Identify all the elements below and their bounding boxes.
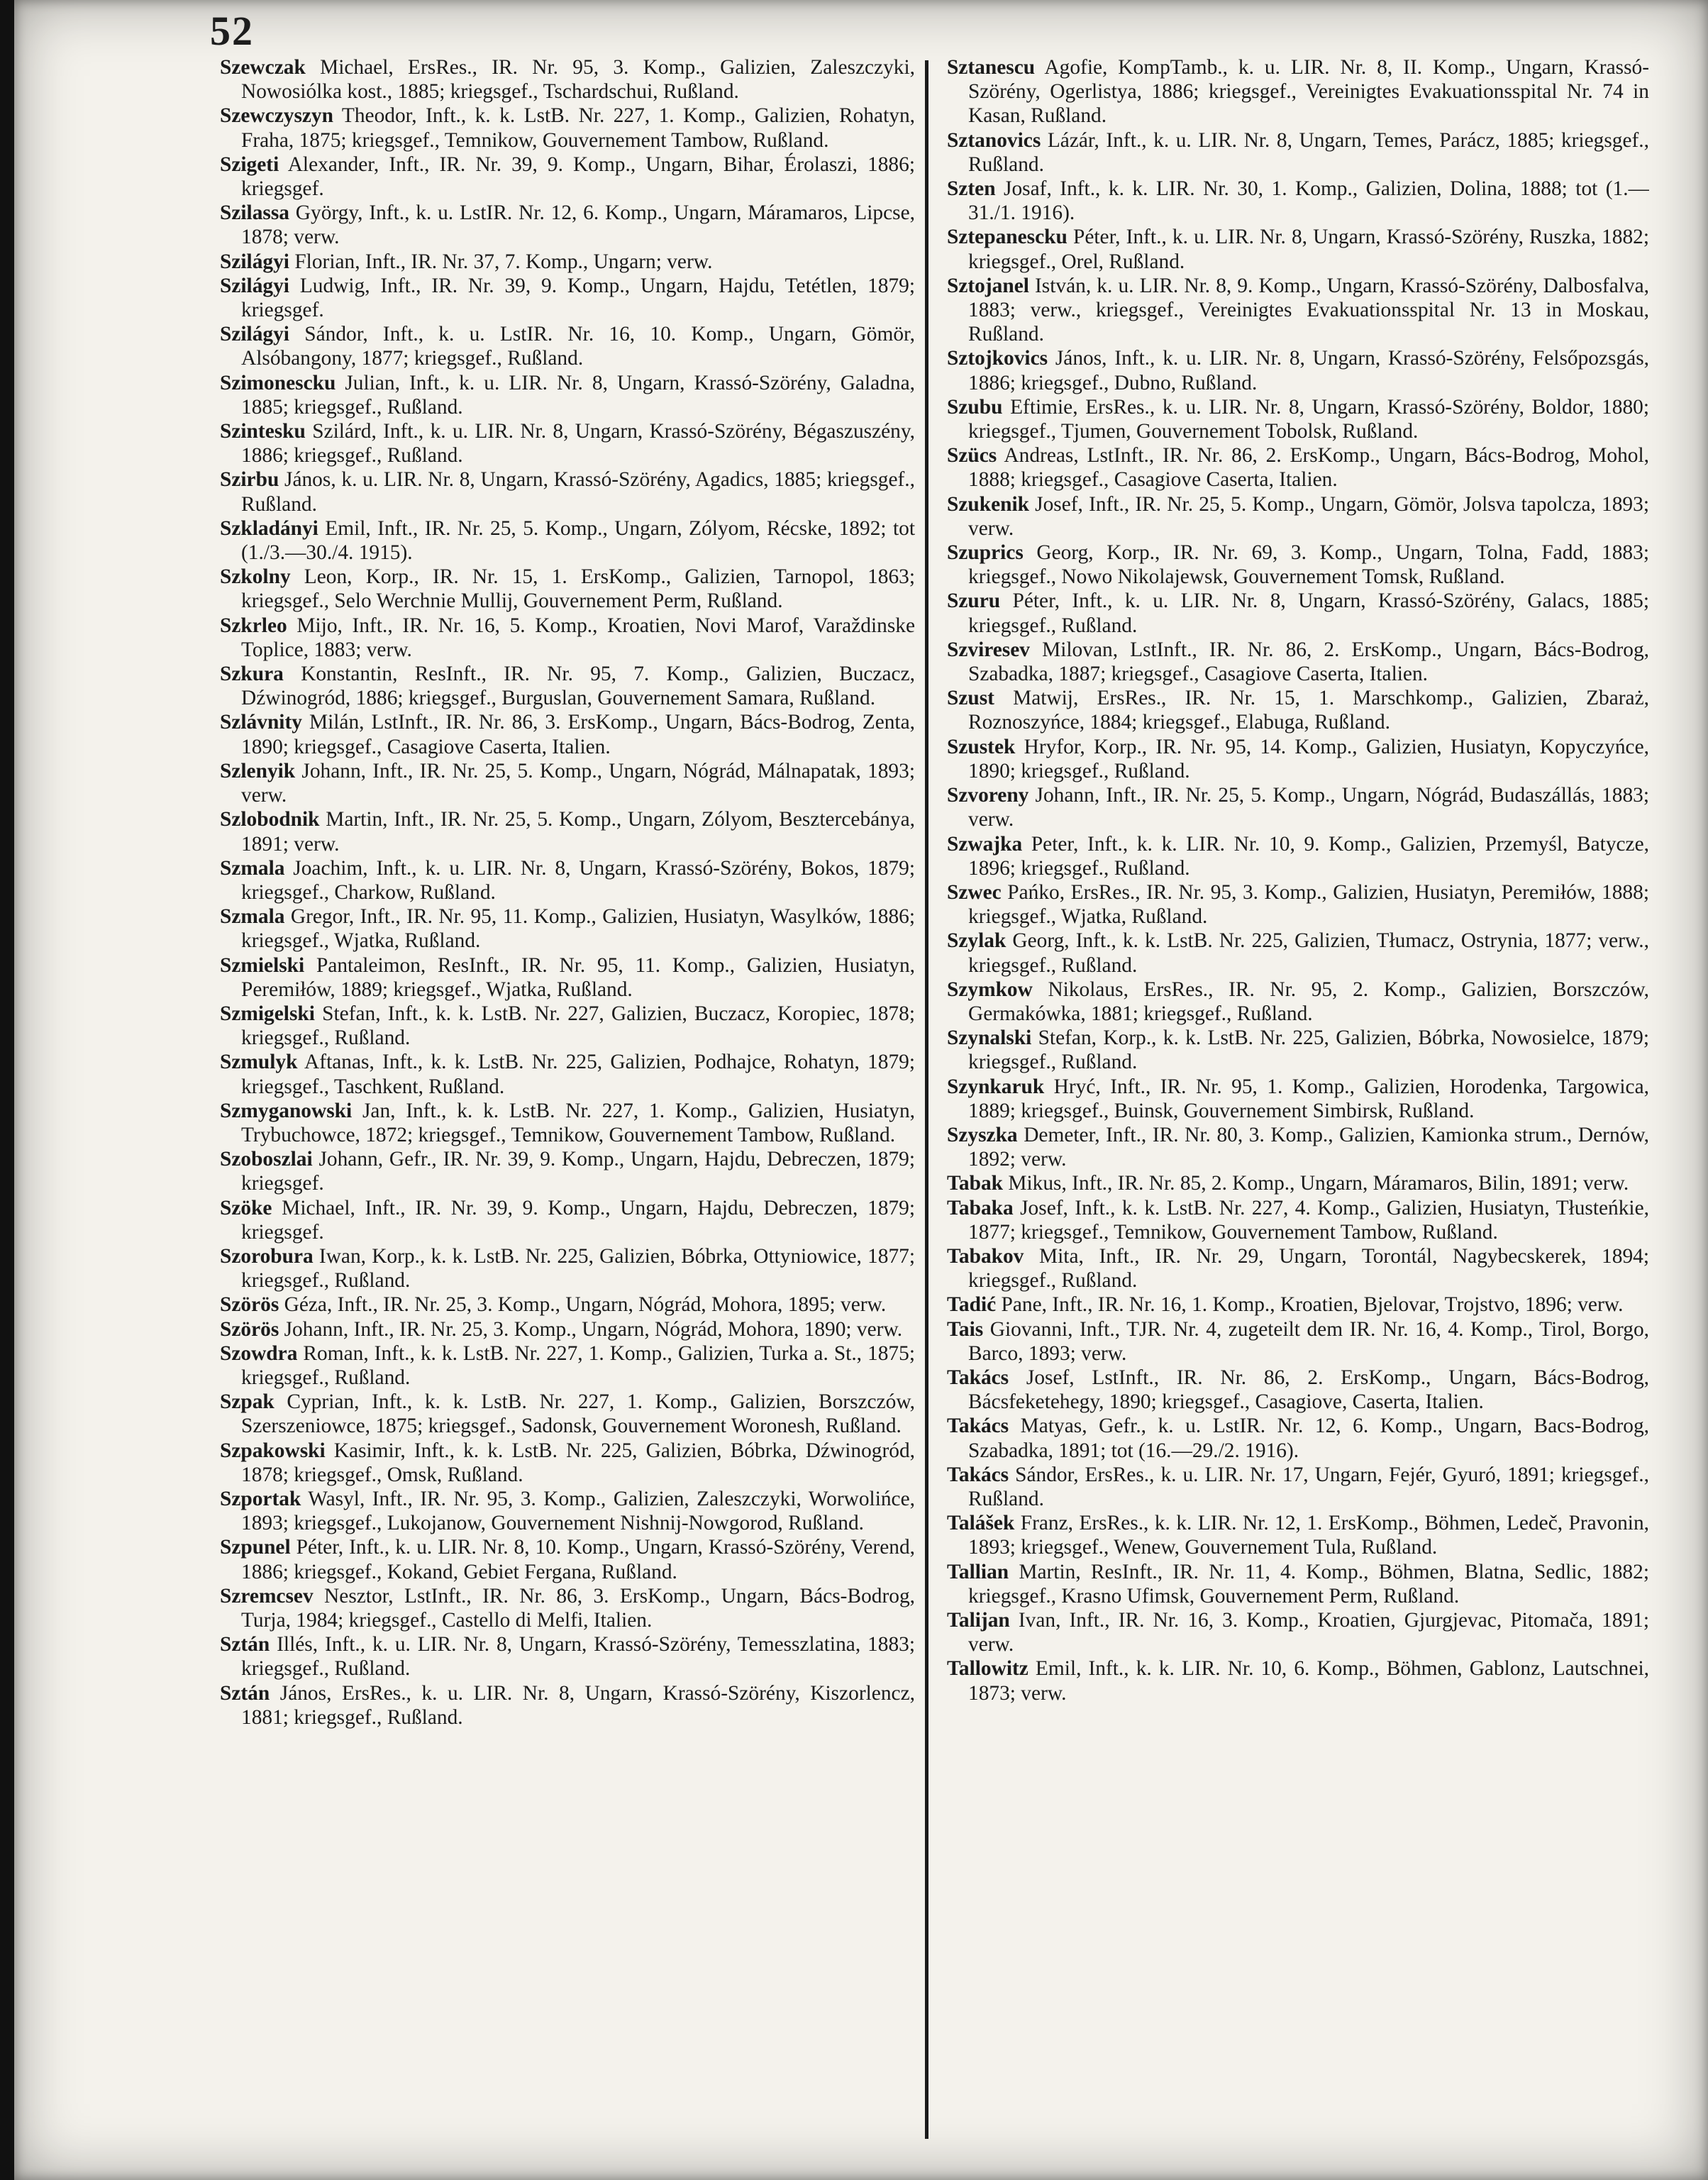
entry-details: Cyprian, Inft., k. k. LstB. Nr. 227, 1. Komp., Galizien, Borszczów, Szerszeniowce, 1875; kriegsgef., Sadonsk, Gouvernement Woronesh, Rußland. — [241, 1390, 915, 1438]
entry-surname: Szremcsev — [220, 1584, 314, 1608]
entry-details: Péter, Inft., k. u. LIR. Nr. 8, Ungarn, Krassó-Szörény, Ruszka, 1882; kriegsgef., Orel, Rußland. — [968, 226, 1649, 273]
register-entry — [220, 371, 915, 419]
entry-surname: Szlenyik — [220, 759, 296, 782]
register-entry — [220, 1099, 915, 1147]
register-entry — [947, 1171, 1649, 1195]
register-entry — [220, 710, 915, 758]
entry-details: Hryfor, Korp., IR. Nr. 95, 14. Komp., Galizien, Husiatyn, Kopyczyńce, 1890; kriegsgef., Rußland. — [968, 735, 1649, 782]
entry-surname: Szintesku — [220, 420, 306, 443]
register-entry — [220, 1002, 915, 1050]
register-entry — [220, 807, 915, 856]
page-number: 52 — [210, 8, 254, 54]
entry-details: Martin, Inft., IR. Nr. 25, 5. Komp., Ungarn, Zólyom, Besztercebánya, 1891; verw. — [241, 808, 915, 856]
entry-details: Giovanni, Inft., TJR. Nr. 4, zugeteilt dem IR. Nr. 16, 4. Komp., Tirol, Borgo, Barco, 1893; verw. — [968, 1317, 1649, 1365]
entry-surname: Talijan — [947, 1609, 1010, 1632]
register-entry — [947, 1123, 1649, 1171]
register-entry — [947, 735, 1649, 783]
entry-surname: Szorobura — [220, 1244, 314, 1268]
register-entry — [947, 1244, 1649, 1293]
entry-surname: Szücs — [947, 444, 997, 467]
register-entry — [220, 201, 915, 249]
entry-details: Eftimie, ErsRes., k. u. LIR. Nr. 8, Ungarn, Krassó-Szörény, Boldor, 1880; kriegsgef., Tjumen, Gouvernement Tobolsk, Rußland. — [968, 395, 1649, 443]
register-entry — [947, 274, 1649, 347]
entry-surname: Szkura — [220, 663, 284, 686]
entry-details: Emil, Inft., k. k. LIR. Nr. 10, 6. Komp., Böhmen, Gablonz, Lautschnei, 1873; verw. — [968, 1657, 1649, 1705]
entry-surname: Szewczak — [220, 56, 306, 79]
register-entry — [947, 1414, 1649, 1462]
register-entry — [947, 225, 1649, 273]
entry-surname: Szmigelski — [220, 1002, 315, 1025]
entry-surname: Szynalski — [947, 1027, 1032, 1050]
entry-details: Stefan, Inft., k. k. LstB. Nr. 227, Galizien, Buczacz, Koropiec, 1878; kriegsgef., Rußland. — [241, 1002, 915, 1050]
entry-surname: Szwajka — [947, 832, 1023, 856]
entry-details: János, Inft., k. u. LIR. Nr. 8, Ungarn, Krassó-Szörény, Felsőpozsgás, 1886; kriegsgef., Dubno, Rußland. — [968, 347, 1649, 394]
entry-surname: Szigeti — [220, 153, 279, 176]
register-entry — [947, 1656, 1649, 1705]
entry-surname: Szkladányi — [220, 516, 318, 540]
entry-surname: Szilágyi — [220, 323, 289, 346]
right-column — [947, 55, 1649, 2152]
entry-surname: Szpunel — [220, 1536, 291, 1559]
entry-surname: Sztán — [220, 1633, 270, 1656]
entry-details: Roman, Inft., k. k. LstB. Nr. 227, 1. Komp., Galizien, Turka a. St., 1875; kriegsgef., Rußland. — [241, 1341, 915, 1389]
register-entry — [947, 783, 1649, 831]
entry-surname: Szubu — [947, 395, 1003, 419]
entry-details: Martin, ResInft., IR. Nr. 11, 4. Komp., Böhmen, Blatna, Sedlic, 1882; kriegsgef., Krasno Ufimsk, Gouvernement Perm, Rußland. — [968, 1560, 1649, 1608]
entry-surname: Tallian — [947, 1560, 1009, 1583]
entry-surname: Szoboszlai — [220, 1148, 313, 1171]
register-entry — [220, 1439, 915, 1487]
entry-details: Josef, Inft., k. k. LstB. Nr. 227, 4. Komp., Galizien, Husiatyn, Tłusteńkie, 1877; kriegsgef., Temnikow, Gouvernement Tambow, Rußland. — [968, 1196, 1649, 1244]
entry-surname: Szynkaruk — [947, 1075, 1045, 1098]
entry-surname: Szlobodnik — [220, 808, 320, 831]
entry-details: Géza, Inft., IR. Nr. 25, 3. Komp., Ungarn, Nógrád, Mohora, 1895; verw. — [279, 1293, 887, 1317]
register-entry — [947, 346, 1649, 394]
entry-details: Kasimir, Inft., k. k. LstB. Nr. 225, Galizien, Bóbrka, Dźwinogród, 1878; kriegsgef., Omsk, Rußland. — [241, 1439, 915, 1486]
register-entry — [220, 419, 915, 467]
entry-surname: Szymkow — [947, 978, 1033, 1001]
entry-details: Mijo, Inft., IR. Nr. 16, 5. Komp., Kroatien, Novi Marof, Varaždinske Toplice, 1883; verw. — [241, 614, 915, 661]
register-entry — [220, 467, 915, 516]
register-entry — [220, 1244, 915, 1293]
entry-surname: Szmulyk — [220, 1051, 298, 1074]
entry-details: Demeter, Inft., IR. Nr. 80, 3. Komp., Galizien, Kamionka strum., Dernów, 1892; verw. — [968, 1123, 1649, 1171]
register-entry — [947, 1366, 1649, 1414]
entry-surname: Szörös — [220, 1317, 279, 1341]
entry-surname: Talášek — [947, 1512, 1015, 1535]
entry-details: Matyas, Gefr., k. u. LstIR. Nr. 12, 6. Komp., Ungarn, Bacs-Bodrog, Szabadka, 1891; tot (16.—29./2. 1916). — [968, 1415, 1649, 1462]
entry-surname: Tabak — [947, 1172, 1003, 1195]
register-entry — [947, 443, 1649, 492]
entry-surname: Szmala — [220, 856, 285, 880]
entry-details: Peter, Inft., k. k. LIR. Nr. 10, 9. Komp., Galizien, Przemyśl, Batycze, 1896; kriegsgef., Rußland. — [968, 832, 1649, 880]
entry-surname: Szust — [947, 687, 994, 710]
register-entry — [220, 614, 915, 662]
entry-surname: Takács — [947, 1366, 1009, 1389]
entry-surname: Sztepanescku — [947, 226, 1068, 249]
entry-surname: Tabaka — [947, 1196, 1014, 1219]
register-entry — [947, 1511, 1649, 1559]
entry-surname: Szportak — [220, 1487, 301, 1510]
entry-surname: Szlávnity — [220, 711, 302, 734]
entry-details: Aftanas, Inft., k. k. LstB. Nr. 225, Galizien, Podhajce, Rohatyn, 1879; kriegsgef., Taschkent, Rußland. — [241, 1051, 915, 1098]
register-entry — [220, 274, 915, 322]
entry-details: Hryć, Inft., IR. Nr. 95, 1. Komp., Galizien, Horodenka, Targowica, 1889; kriegsgef., Buinsk, Gouvernement Simbirsk, Rußland. — [968, 1075, 1649, 1122]
entry-details: Josef, LstInft., IR. Nr. 86, 2. ErsKomp., Ungarn, Bács-Bodrog, Bácsfeketehegy, 1890; kriegsgef., Casagiove, Caserta, Italien. — [968, 1366, 1649, 1414]
entry-details: Johann, Inft., IR. Nr. 25, 5. Komp., Ungarn, Nógrád, Budaszállás, 1883; verw. — [968, 784, 1649, 831]
register-entry — [947, 1317, 1649, 1366]
entry-surname: Szvoreny — [947, 784, 1029, 807]
register-entry — [947, 1075, 1649, 1123]
entry-surname: Takács — [947, 1463, 1009, 1486]
register-entry — [220, 1390, 915, 1438]
register-entry — [220, 759, 915, 807]
entry-details: György, Inft., k. u. LstIR. Nr. 12, 6. Komp., Ungarn, Máramaros, Lipcse, 1878; verw. — [241, 201, 915, 249]
entry-details: János, k. u. LIR. Nr. 8, Ungarn, Krassó-Szörény, Agadics, 1885; kriegsgef., Rußland. — [241, 468, 915, 516]
entry-surname: Szuprics — [947, 541, 1024, 565]
entry-surname: Szpakowski — [220, 1439, 326, 1462]
register-entry — [220, 153, 915, 201]
document-page — [14, 0, 1708, 2180]
entry-details: Josef, Inft., IR. Nr. 25, 5. Komp., Ungarn, Gömör, Jolsva tapolcza, 1893; verw. — [968, 492, 1649, 540]
entry-surname: Szmielski — [220, 953, 305, 977]
entry-details: Gregor, Inft., IR. Nr. 95, 11. Komp., Galizien, Husiatyn, Wasylków, 1886; kriegsgef., Wjatka, Rußland. — [241, 905, 915, 953]
entry-surname: Szilassa — [220, 201, 289, 225]
entry-surname: Szuru — [947, 590, 1001, 613]
entry-surname: Szwec — [947, 880, 1002, 904]
register-entry — [220, 1584, 915, 1632]
entry-details: Franz, ErsRes., k. k. LIR. Nr. 12, 1. ErsKomp., Böhmen, Ledeč, Pravonin, 1893; kriegsgef., Wenew, Gouvernement Tula, Rußland. — [968, 1512, 1649, 1559]
register-entry — [947, 541, 1649, 589]
register-entry — [947, 929, 1649, 977]
entry-surname: Szowdra — [220, 1341, 298, 1365]
entry-surname: Szkrleo — [220, 614, 287, 637]
entry-details: Matwij, ErsRes., IR. Nr. 15, 1. Marschkomp., Galizien, Zbaraż, Roznoszyńce, 1884; kriegsgef., Elabuga, Rußland. — [968, 687, 1649, 734]
entry-details: Lázár, Inft., k. u. LIR. Nr. 8, Ungarn, Temes, Parácz, 1885; kriegsgef., Rußland. — [968, 128, 1649, 176]
entry-surname: Tallowitz — [947, 1657, 1028, 1681]
register-entry — [947, 492, 1649, 541]
entry-surname: Szylak — [947, 929, 1006, 953]
entry-details: Milán, LstInft., IR. Nr. 86, 3. ErsKomp., Ungarn, Bács-Bodrog, Zenta, 1890; kriegsgef., Casagiove Caserta, Italien. — [241, 711, 915, 758]
register-entry — [947, 686, 1649, 734]
entry-details: Johann, Inft., IR. Nr. 25, 5. Komp., Ungarn, Nógrád, Málnapatak, 1893; verw. — [241, 759, 915, 807]
entry-surname: Szörös — [220, 1293, 279, 1317]
entry-details: Jan, Inft., k. k. LstB. Nr. 227, 1. Komp., Galizien, Husiatyn, Trybuchowce, 1872; kriegsgef., Temnikow, Gouvernement Tambow, Rußland. — [241, 1099, 915, 1146]
entry-details: Wasyl, Inft., IR. Nr. 95, 3. Komp., Galizien, Zaleszczyki, Worwolińce, 1893; kriegsgef., Lukojanow, Gouvernement Nishnij-Nowgorod, Rußland. — [241, 1487, 915, 1535]
entry-surname: Szewczyszyn — [220, 104, 333, 128]
register-entry — [947, 880, 1649, 929]
register-entry — [220, 322, 915, 370]
entry-details: Josaf, Inft., k. k. LIR. Nr. 30, 1. Komp., Galizien, Dolina, 1888; tot (1.—31./1. 1916). — [968, 177, 1649, 225]
register-entry — [220, 55, 915, 104]
register-entry — [947, 978, 1649, 1026]
register-entry — [220, 104, 915, 152]
register-entry — [947, 589, 1649, 637]
entry-surname: Tadić — [947, 1293, 997, 1317]
entry-details: Péter, Inft., k. u. LIR. Nr. 8, 10. Komp., Ungarn, Krassó-Szörény, Verend, 1886; kriegsgef., Kokand, Gebiet Fergana, Rußland. — [241, 1536, 915, 1583]
entry-details: Andreas, LstInft., IR. Nr. 86, 2. ErsKomp., Ungarn, Bács-Bodrog, Mohol, 1888; kriegsgef., Casagiove Caserta, Italien. — [968, 444, 1649, 492]
entry-details: Georg, Korp., IR. Nr. 69, 3. Komp., Ungarn, Tolna, Fadd, 1883; kriegsgef., Nowo Nikolajewsk, Gouvernement Tomsk, Rußland. — [968, 541, 1649, 589]
register-entry — [947, 1026, 1649, 1074]
entry-details: Nesztor, LstInft., IR. Nr. 86, 3. ErsKomp., Ungarn, Bács-Bodrog, Turja, 1984; kriegsgef., Castello di Melfi, Italien. — [241, 1584, 915, 1632]
register-entry — [947, 832, 1649, 880]
register-entry — [220, 1341, 915, 1390]
entry-details: Michael, ErsRes., IR. Nr. 95, 3. Komp., Galizien, Zaleszczyki, Nowosiólka kost., 1885; kriegsgef., Tschardschui, Rußland. — [241, 56, 915, 104]
entry-details: Sándor, ErsRes., k. u. LIR. Nr. 17, Ungarn, Fejér, Gyuró, 1891; kriegsgef., Rußland. — [968, 1463, 1649, 1510]
entry-details: Ludwig, Inft., IR. Nr. 39, 9. Komp., Ungarn, Hajdu, Tetétlen, 1879; kriegsgef. — [241, 274, 915, 322]
register-entry — [220, 662, 915, 710]
register-entry — [220, 1535, 915, 1583]
register-entry — [220, 904, 915, 953]
register-entry — [947, 638, 1649, 686]
register-entry — [220, 1317, 915, 1341]
register-entry — [947, 55, 1649, 128]
entry-surname: Szten — [947, 177, 996, 201]
entry-details: Sándor, Inft., k. u. LstIR. Nr. 16, 10. Komp., Ungarn, Gömör, Alsóbangony, 1877; kriegsgef., Rußland. — [241, 323, 915, 370]
entry-details: Nikolaus, ErsRes., IR. Nr. 95, 2. Komp., Galizien, Borszczów, Germakówka, 1881; kriegsgef., Rußland. — [968, 978, 1649, 1025]
column-divider — [925, 60, 928, 2139]
entry-details: Agofie, KompTamb., k. u. LIR. Nr. 8, II. Komp., Ungarn, Krassó-Szörény, Ogerlistya, 1886; kriegsgef., Vereinigtes Evakuationsspital Nr. 74 in Kasan, Rußland. — [968, 56, 1649, 128]
entry-details: Theodor, Inft., k. k. LstB. Nr. 227, 1. Komp., Galizien, Rohatyn, Fraha, 1875; kriegsgef., Temnikow, Gouvernement Tambow, Rußland. — [241, 104, 915, 152]
entry-details: Ivan, Inft., IR. Nr. 16, 3. Komp., Kroatien, Gjurgjevac, Pitomača, 1891; verw. — [968, 1609, 1649, 1656]
entry-surname: Szkolny — [220, 565, 291, 589]
register-entry — [220, 1050, 915, 1098]
entry-details: Emil, Inft., IR. Nr. 25, 5. Komp., Ungarn, Zólyom, Récske, 1892; tot (1./3.—30./4. 1915). — [241, 516, 915, 565]
register-entry — [220, 516, 915, 565]
entry-details: Mita, Inft., IR. Nr. 29, Ungarn, Torontál, Nagybecskerek, 1894; kriegsgef., Rußland. — [968, 1244, 1649, 1293]
entry-details: Georg, Inft., k. k. LstB. Nr. 225, Galizien, Tłumacz, Ostrynia, 1877; verw., kriegsgef., Rußland. — [968, 929, 1649, 977]
register-entry — [220, 1632, 915, 1681]
entry-surname: Takács — [947, 1415, 1009, 1438]
entry-details: Julian, Inft., k. u. LIR. Nr. 8, Ungarn, Krassó-Szörény, Galadna, 1885; kriegsgef., Rußland. — [241, 371, 915, 419]
register-entry — [220, 250, 915, 274]
entry-surname: Szpak — [220, 1390, 274, 1414]
register-entry — [220, 856, 915, 904]
entry-surname: Szyszka — [947, 1123, 1018, 1146]
entry-details: Johann, Inft., IR. Nr. 25, 3. Komp., Ungarn, Nógrád, Mohora, 1890; verw. — [279, 1317, 903, 1341]
entry-details: István, k. u. LIR. Nr. 8, 9. Komp., Ungarn, Krassó-Szörény, Dalbosfalva, 1883; verw., kriegsgef., Vereinigtes Evakuationsspital Nr. 13 in Moskau, Rußland. — [968, 274, 1649, 346]
entry-details: Péter, Inft., k. u. LIR. Nr. 8, Ungarn, Krassó-Szörény, Galacs, 1885; kriegsgef., Rußland. — [968, 590, 1649, 637]
entry-details: Illés, Inft., k. u. LIR. Nr. 8, Ungarn, Krassó-Szörény, Temesszlatina, 1883; kriegsgef., Rußland. — [241, 1633, 915, 1681]
entry-surname: Szirbu — [220, 468, 279, 492]
register-entry — [220, 1196, 915, 1244]
entry-surname: Sztanovics — [947, 128, 1041, 152]
register-entry — [947, 128, 1649, 177]
entry-details: Milovan, LstInft., IR. Nr. 86, 2. ErsKomp., Ungarn, Bács-Bodrog, Szabadka, 1887; kriegsgef., Casagiove Caserta, Italien. — [968, 638, 1649, 686]
entry-surname: Szustek — [947, 735, 1016, 758]
entry-details: Mikus, Inft., IR. Nr. 85, 2. Komp., Ungarn, Máramaros, Bilin, 1891; verw. — [1003, 1172, 1629, 1195]
register-entry — [220, 565, 915, 613]
entry-surname: Szviresev — [947, 638, 1030, 661]
entry-details: Pane, Inft., IR. Nr. 16, 1. Komp., Kroatien, Bjelovar, Trojstvo, 1896; verw. — [996, 1293, 1624, 1317]
register-entry — [947, 1560, 1649, 1608]
entry-details: Joachim, Inft., k. u. LIR. Nr. 8, Ungarn, Krassó-Szörény, Bokos, 1879; kriegsgef., Charkow, Rußland. — [241, 856, 915, 904]
entry-details: Iwan, Korp., k. k. LstB. Nr. 225, Galizien, Bóbrka, Ottyniowice, 1877; kriegsgef., Rußland. — [241, 1244, 915, 1293]
entry-details: Michael, Inft., IR. Nr. 39, 9. Komp., Ungarn, Hajdu, Debreczen, 1879; kriegsgef. — [241, 1196, 915, 1244]
entry-details: Stefan, Korp., k. k. LstB. Nr. 225, Galizien, Bóbrka, Nowosielce, 1879; kriegsgef., Rußland. — [968, 1027, 1649, 1074]
left-column — [220, 55, 915, 2152]
register-entry — [220, 1681, 915, 1730]
entry-surname: Sztanescu — [947, 56, 1036, 79]
entry-surname: Szukenik — [947, 492, 1029, 516]
register-entry — [947, 1196, 1649, 1244]
register-entry — [947, 395, 1649, 443]
register-entry — [947, 1293, 1649, 1317]
entry-surname: Szöke — [220, 1196, 272, 1219]
register-entry — [220, 1147, 915, 1195]
register-entry — [947, 1463, 1649, 1511]
entry-surname: Sztojanel — [947, 274, 1029, 297]
entry-surname: Szmala — [220, 905, 285, 929]
register-entry — [947, 1608, 1649, 1656]
entry-surname: Tabakov — [947, 1244, 1024, 1268]
register-entry — [220, 953, 915, 1002]
entry-details: Konstantin, ResInft., IR. Nr. 95, 7. Komp., Galizien, Buczacz, Dźwinogród, 1886; kriegsgef., Burguslan, Gouvernement Samara, Rußland. — [241, 663, 915, 710]
entry-surname: Szimonescku — [220, 371, 336, 394]
entry-details: Pańko, ErsRes., IR. Nr. 95, 3. Komp., Galizien, Husiatyn, Peremiłów, 1888; kriegsgef., Wjatka, Rußland. — [968, 880, 1649, 929]
entry-details: Florian, Inft., IR. Nr. 37, 7. Komp., Ungarn; verw. — [289, 250, 713, 273]
entry-surname: Szilágyi — [220, 274, 289, 297]
entry-surname: Sztojkovics — [947, 347, 1048, 370]
entry-surname: Tais — [947, 1317, 984, 1341]
register-entry — [947, 177, 1649, 225]
entry-surname: Sztán — [220, 1681, 270, 1705]
entry-details: Alexander, Inft., IR. Nr. 39, 9. Komp., Ungarn, Bihar, Érolaszi, 1886; kriegsgef. — [241, 153, 915, 201]
entry-details: Leon, Korp., IR. Nr. 15, 1. ErsKomp., Galizien, Tarnopol, 1863; kriegsgef., Selo Werchnie Mullij, Gouvernement Perm, Rußland. — [241, 565, 915, 613]
register-entry — [220, 1293, 915, 1317]
entry-details: Pantaleimon, ResInft., IR. Nr. 95, 11. Komp., Galizien, Husiatyn, Peremiłów, 1889; kriegsgef., Wjatka, Rußland. — [241, 953, 915, 1001]
entry-surname: Szilágyi — [220, 250, 289, 273]
register-entry — [220, 1487, 915, 1535]
entry-details: Szilárd, Inft., k. u. LIR. Nr. 8, Ungarn, Krassó-Szörény, Bégaszuszény, 1886; kriegsgef., Rußland. — [241, 420, 915, 467]
entry-details: Johann, Gefr., IR. Nr. 39, 9. Komp., Ungarn, Hajdu, Debreczen, 1879; kriegsgef. — [241, 1148, 915, 1195]
entry-surname: Szmyganowski — [220, 1099, 353, 1122]
entry-details: János, ErsRes., k. u. LIR. Nr. 8, Ungarn, Krassó-Szörény, Kiszorlencz, 1881; kriegsgef., Rußland. — [241, 1681, 915, 1729]
